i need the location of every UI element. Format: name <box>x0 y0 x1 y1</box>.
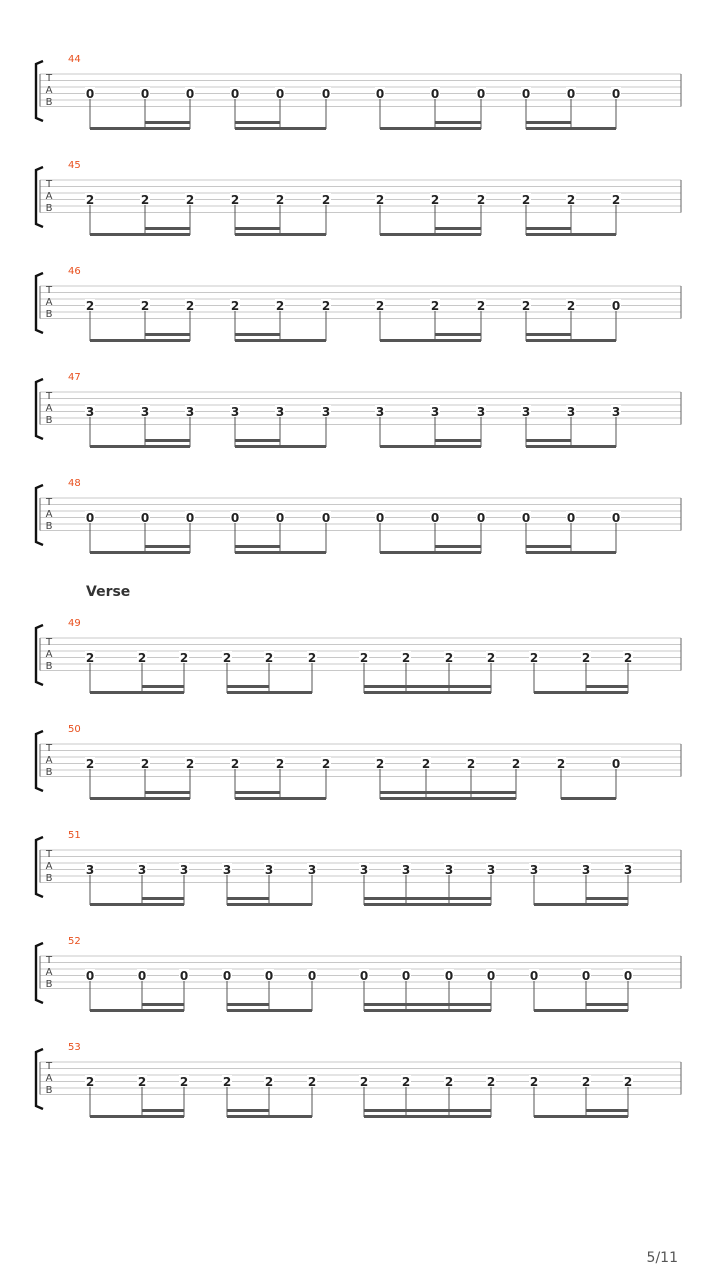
secondary-beam-44-4 <box>526 121 571 124</box>
fret-number-45-4: 2 <box>230 193 240 207</box>
fret-number-50-2: 2 <box>140 757 150 771</box>
fret-number-49-7: 2 <box>359 651 369 665</box>
secondary-beam-50-3 <box>380 791 516 794</box>
fret-number-46-10: 2 <box>521 299 531 313</box>
tab-clef-b-47: B <box>45 415 53 426</box>
beam-48-4 <box>526 551 616 554</box>
fret-number-48-10: 0 <box>521 511 531 525</box>
beam-44-4 <box>526 127 616 130</box>
fret-number-50-5: 2 <box>275 757 285 771</box>
tab-clef-t-45: T <box>45 179 53 190</box>
bar-number-45: 45 <box>68 160 81 171</box>
fret-number-47-10: 3 <box>521 405 531 419</box>
fret-number-52-13: 0 <box>623 969 633 983</box>
secondary-beam-48-3 <box>435 545 481 548</box>
beam-50-2 <box>235 797 326 800</box>
fret-number-50-1: 2 <box>85 757 95 771</box>
beam-52-1 <box>90 1009 184 1012</box>
secondary-beam-51-4 <box>586 897 628 900</box>
fret-number-46-8: 2 <box>430 299 440 313</box>
fret-number-47-11: 3 <box>566 405 576 419</box>
tab-clef-a-46: A <box>45 297 53 308</box>
secondary-beam-49-3 <box>364 685 491 688</box>
fret-number-51-11: 3 <box>529 863 539 877</box>
beam-46-3 <box>380 339 481 342</box>
fret-number-50-9: 2 <box>466 757 476 771</box>
fret-number-51-3: 3 <box>179 863 189 877</box>
fret-number-47-8: 3 <box>430 405 440 419</box>
fret-number-44-7: 0 <box>375 87 385 101</box>
fret-number-44-3: 0 <box>185 87 195 101</box>
fret-number-51-13: 3 <box>623 863 633 877</box>
fret-number-52-3: 0 <box>179 969 189 983</box>
secondary-beam-46-3 <box>435 333 481 336</box>
secondary-beam-46-4 <box>526 333 571 336</box>
fret-number-48-4: 0 <box>230 511 240 525</box>
beam-50-4 <box>561 797 616 800</box>
fret-number-45-5: 2 <box>275 193 285 207</box>
bar-number-44: 44 <box>68 54 81 65</box>
fret-number-52-10: 0 <box>486 969 496 983</box>
secondary-beam-49-2 <box>227 685 269 688</box>
fret-number-49-9: 2 <box>444 651 454 665</box>
tab-clef-t-53: T <box>45 1061 53 1072</box>
secondary-beam-45-2 <box>235 227 280 230</box>
fret-number-47-3: 3 <box>185 405 195 419</box>
beam-45-4 <box>526 233 616 236</box>
fret-number-53-11: 2 <box>529 1075 539 1089</box>
bar-number-50: 50 <box>68 724 81 735</box>
fret-number-49-12: 2 <box>581 651 591 665</box>
fret-number-53-2: 2 <box>137 1075 147 1089</box>
tab-clef-a-53: A <box>45 1073 53 1084</box>
fret-number-45-6: 2 <box>321 193 331 207</box>
fret-number-49-2: 2 <box>137 651 147 665</box>
fret-number-52-7: 0 <box>359 969 369 983</box>
fret-number-49-3: 2 <box>179 651 189 665</box>
tab-clef-a-48: A <box>45 509 53 520</box>
beam-49-4 <box>534 691 628 694</box>
secondary-beam-45-3 <box>435 227 481 230</box>
fret-number-52-9: 0 <box>444 969 454 983</box>
fret-number-44-6: 0 <box>321 87 331 101</box>
fret-number-46-1: 2 <box>85 299 95 313</box>
fret-number-52-11: 0 <box>529 969 539 983</box>
fret-number-47-12: 3 <box>611 405 621 419</box>
secondary-beam-44-1 <box>145 121 190 124</box>
fret-number-46-5: 2 <box>275 299 285 313</box>
bar-number-52: 52 <box>68 936 81 947</box>
fret-number-48-8: 0 <box>430 511 440 525</box>
fret-number-46-9: 2 <box>476 299 486 313</box>
fret-number-44-10: 0 <box>521 87 531 101</box>
fret-number-44-1: 0 <box>85 87 95 101</box>
fret-number-45-9: 2 <box>476 193 486 207</box>
beam-46-1 <box>90 339 190 342</box>
fret-number-51-1: 3 <box>85 863 95 877</box>
tab-clef-b-44: B <box>45 97 53 108</box>
tab-clef-b-48: B <box>45 521 53 532</box>
fret-number-52-12: 0 <box>581 969 591 983</box>
secondary-beam-52-3 <box>364 1003 491 1006</box>
fret-number-53-5: 2 <box>264 1075 274 1089</box>
fret-number-53-1: 2 <box>85 1075 95 1089</box>
beam-51-2 <box>227 903 312 906</box>
beam-52-3 <box>364 1009 491 1012</box>
secondary-beam-48-1 <box>145 545 190 548</box>
secondary-beam-46-2 <box>235 333 280 336</box>
beam-52-4 <box>534 1009 628 1012</box>
fret-number-44-8: 0 <box>430 87 440 101</box>
secondary-beam-47-1 <box>145 439 190 442</box>
fret-number-44-12: 0 <box>611 87 621 101</box>
tab-clef-b-46: B <box>45 309 53 320</box>
fret-number-52-1: 0 <box>85 969 95 983</box>
fret-number-53-9: 2 <box>444 1075 454 1089</box>
fret-number-47-4: 3 <box>230 405 240 419</box>
secondary-beam-53-4 <box>586 1109 628 1112</box>
bar-number-47: 47 <box>68 372 81 383</box>
fret-number-48-3: 0 <box>185 511 195 525</box>
fret-number-51-9: 3 <box>444 863 454 877</box>
fret-number-45-12: 2 <box>611 193 621 207</box>
fret-number-52-6: 0 <box>307 969 317 983</box>
secondary-beam-53-2 <box>227 1109 269 1112</box>
beam-44-2 <box>235 127 326 130</box>
secondary-beam-51-2 <box>227 897 269 900</box>
beam-44-1 <box>90 127 190 130</box>
fret-number-49-4: 2 <box>222 651 232 665</box>
fret-number-52-2: 0 <box>137 969 147 983</box>
beam-46-2 <box>235 339 326 342</box>
fret-number-53-4: 2 <box>222 1075 232 1089</box>
fret-number-45-3: 2 <box>185 193 195 207</box>
fret-number-46-6: 2 <box>321 299 331 313</box>
tab-clef-t-46: T <box>45 285 53 296</box>
fret-number-53-3: 2 <box>179 1075 189 1089</box>
fret-number-51-4: 3 <box>222 863 232 877</box>
fret-number-45-2: 2 <box>140 193 150 207</box>
fret-number-48-7: 0 <box>375 511 385 525</box>
fret-number-46-11: 2 <box>566 299 576 313</box>
fret-number-44-5: 0 <box>275 87 285 101</box>
tab-clef-a-49: A <box>45 649 53 660</box>
beam-47-2 <box>235 445 326 448</box>
fret-number-44-9: 0 <box>476 87 486 101</box>
secondary-beam-46-1 <box>145 333 190 336</box>
tab-clef-t-50: T <box>45 743 53 754</box>
fret-number-48-2: 0 <box>140 511 150 525</box>
tab-clef-b-49: B <box>45 661 53 672</box>
beam-49-1 <box>90 691 184 694</box>
beam-48-3 <box>380 551 481 554</box>
tab-clef-t-49: T <box>45 637 53 648</box>
tab-clef-b-52: B <box>45 979 53 990</box>
fret-number-51-8: 3 <box>401 863 411 877</box>
fret-number-51-5: 3 <box>264 863 274 877</box>
fret-number-49-1: 2 <box>85 651 95 665</box>
tab-clef-a-47: A <box>45 403 53 414</box>
beam-53-1 <box>90 1115 184 1118</box>
beam-44-3 <box>380 127 481 130</box>
fret-number-50-6: 2 <box>321 757 331 771</box>
tab-clef-a-51: A <box>45 861 53 872</box>
secondary-beam-44-2 <box>235 121 280 124</box>
fret-number-49-13: 2 <box>623 651 633 665</box>
secondary-beam-53-3 <box>364 1109 491 1112</box>
fret-number-44-2: 0 <box>140 87 150 101</box>
secondary-beam-53-1 <box>142 1109 184 1112</box>
secondary-beam-45-1 <box>145 227 190 230</box>
secondary-beam-44-3 <box>435 121 481 124</box>
tab-clef-b-51: B <box>45 873 53 884</box>
fret-number-47-9: 3 <box>476 405 486 419</box>
secondary-beam-49-4 <box>586 685 628 688</box>
beam-50-1 <box>90 797 190 800</box>
beam-50-3 <box>380 797 516 800</box>
fret-number-50-10: 2 <box>511 757 521 771</box>
fret-number-46-7: 2 <box>375 299 385 313</box>
secondary-beam-52-1 <box>142 1003 184 1006</box>
beam-48-1 <box>90 551 190 554</box>
fret-number-49-5: 2 <box>264 651 274 665</box>
fret-number-52-8: 0 <box>401 969 411 983</box>
fret-number-47-1: 3 <box>85 405 95 419</box>
tab-clef-a-52: A <box>45 967 53 978</box>
tab-clef-b-53: B <box>45 1085 53 1096</box>
fret-number-53-8: 2 <box>401 1075 411 1089</box>
tab-clef-t-51: T <box>45 849 53 860</box>
fret-number-51-2: 3 <box>137 863 147 877</box>
fret-number-53-12: 2 <box>581 1075 591 1089</box>
section-label-verse: Verse <box>86 584 131 600</box>
fret-number-51-10: 3 <box>486 863 496 877</box>
secondary-beam-47-3 <box>435 439 481 442</box>
fret-number-49-6: 2 <box>307 651 317 665</box>
secondary-beam-47-4 <box>526 439 571 442</box>
secondary-beam-52-2 <box>227 1003 269 1006</box>
fret-number-46-3: 2 <box>185 299 195 313</box>
beam-51-1 <box>90 903 184 906</box>
secondary-beam-45-4 <box>526 227 571 230</box>
fret-number-50-3: 2 <box>185 757 195 771</box>
bar-number-53: 53 <box>68 1042 81 1053</box>
fret-number-50-11: 2 <box>556 757 566 771</box>
tab-clef-t-52: T <box>45 955 53 966</box>
tab-clef-a-45: A <box>45 191 53 202</box>
beam-45-3 <box>380 233 481 236</box>
secondary-beam-47-2 <box>235 439 280 442</box>
fret-number-48-11: 0 <box>566 511 576 525</box>
fret-number-53-10: 2 <box>486 1075 496 1089</box>
tab-clef-t-48: T <box>45 497 53 508</box>
beam-47-1 <box>90 445 190 448</box>
beam-45-2 <box>235 233 326 236</box>
bar-number-51: 51 <box>68 830 81 841</box>
beam-49-2 <box>227 691 312 694</box>
secondary-beam-52-4 <box>586 1003 628 1006</box>
page-number: 5/11 <box>646 1250 678 1266</box>
fret-number-50-8: 2 <box>421 757 431 771</box>
tab-clef-t-47: T <box>45 391 53 402</box>
fret-number-44-11: 0 <box>566 87 576 101</box>
bar-number-46: 46 <box>68 266 81 277</box>
fret-number-50-4: 2 <box>230 757 240 771</box>
fret-number-49-11: 2 <box>529 651 539 665</box>
tab-clef-a-44: A <box>45 85 53 96</box>
fret-number-50-7: 2 <box>375 757 385 771</box>
fret-number-44-4: 0 <box>230 87 240 101</box>
beam-47-4 <box>526 445 616 448</box>
fret-number-51-12: 3 <box>581 863 591 877</box>
fret-number-48-1: 0 <box>85 511 95 525</box>
secondary-beam-49-1 <box>142 685 184 688</box>
fret-number-47-7: 3 <box>375 405 385 419</box>
fret-number-49-8: 2 <box>401 651 411 665</box>
fret-number-47-5: 3 <box>275 405 285 419</box>
secondary-beam-50-1 <box>145 791 190 794</box>
fret-number-53-13: 2 <box>623 1075 633 1089</box>
fret-number-48-5: 0 <box>275 511 285 525</box>
secondary-beam-48-2 <box>235 545 280 548</box>
fret-number-51-6: 3 <box>307 863 317 877</box>
beam-45-1 <box>90 233 190 236</box>
secondary-beam-50-2 <box>235 791 280 794</box>
tab-clef-a-50: A <box>45 755 53 766</box>
fret-number-53-6: 2 <box>307 1075 317 1089</box>
fret-number-48-12: 0 <box>611 511 621 525</box>
fret-number-46-2: 2 <box>140 299 150 313</box>
beam-48-2 <box>235 551 326 554</box>
fret-number-45-10: 2 <box>521 193 531 207</box>
secondary-beam-51-1 <box>142 897 184 900</box>
beam-53-3 <box>364 1115 491 1118</box>
beam-51-4 <box>534 903 628 906</box>
bar-number-49: 49 <box>68 618 81 629</box>
tab-clef-t-44: T <box>45 73 53 84</box>
beam-46-4 <box>526 339 616 342</box>
secondary-beam-51-3 <box>364 897 491 900</box>
tab-clef-b-45: B <box>45 203 53 214</box>
fret-number-51-7: 3 <box>359 863 369 877</box>
fret-number-52-4: 0 <box>222 969 232 983</box>
beam-51-3 <box>364 903 491 906</box>
fret-number-48-6: 0 <box>321 511 331 525</box>
bar-number-48: 48 <box>68 478 81 489</box>
fret-number-49-10: 2 <box>486 651 496 665</box>
fret-number-53-7: 2 <box>359 1075 369 1089</box>
beam-49-3 <box>364 691 491 694</box>
beam-53-4 <box>534 1115 628 1118</box>
fret-number-45-1: 2 <box>85 193 95 207</box>
tab-clef-b-50: B <box>45 767 53 778</box>
fret-number-52-5: 0 <box>264 969 274 983</box>
fret-number-47-2: 3 <box>140 405 150 419</box>
fret-number-50-12: 0 <box>611 757 621 771</box>
fret-number-46-12: 0 <box>611 299 621 313</box>
beam-53-2 <box>227 1115 312 1118</box>
fret-number-47-6: 3 <box>321 405 331 419</box>
fret-number-45-7: 2 <box>375 193 385 207</box>
fret-number-46-4: 2 <box>230 299 240 313</box>
fret-number-45-8: 2 <box>430 193 440 207</box>
beam-47-3 <box>380 445 481 448</box>
fret-number-45-11: 2 <box>566 193 576 207</box>
fret-number-48-9: 0 <box>476 511 486 525</box>
beam-52-2 <box>227 1009 312 1012</box>
secondary-beam-48-4 <box>526 545 571 548</box>
